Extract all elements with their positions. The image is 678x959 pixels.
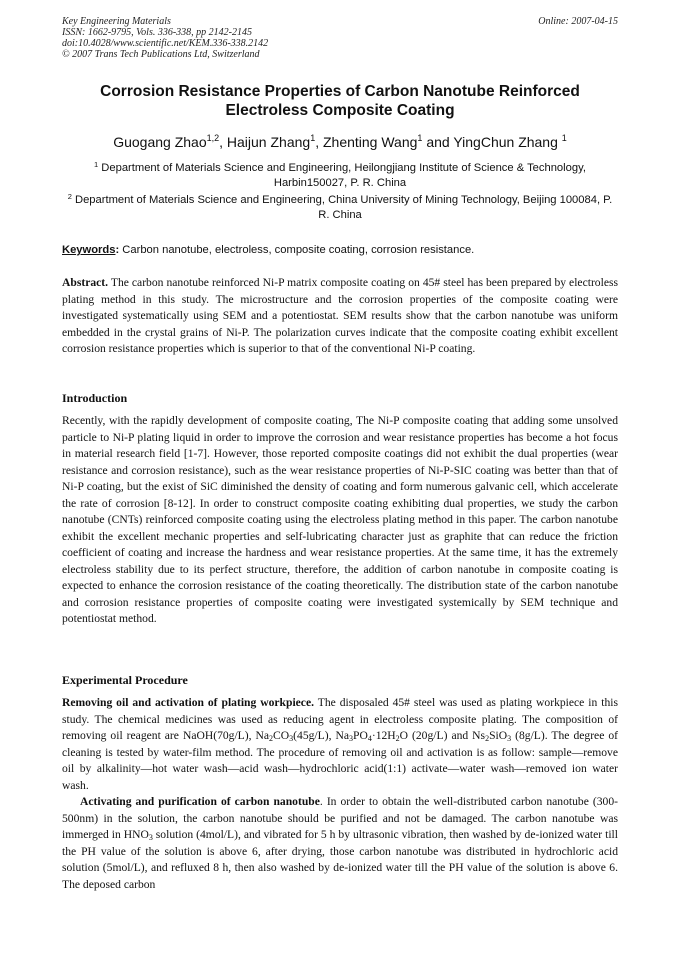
paragraph-text: solution (4mol/L), and vibrated for 5 h by ultrasonic vibration, then washed by de-ionized water till the PH value of the solution is above 6, after drying, those carbon nanotube was distributed in hydrochloric acid solution (5mol/L), and refluxed 8 h, then also washed by de-ionized water till the PH value of the solution is above 6. The deposed carbon bbox=[62, 828, 618, 891]
author-list bbox=[62, 133, 618, 151]
paragraph-text: The disposaled 45# steel was used as plating workpiece in this study. The chemical medicines was used as reducing agent in electroless composite plating. The composition of removing oil reagent are NaOH(70g/L), Na bbox=[62, 696, 618, 742]
subscript: 2 bbox=[269, 734, 274, 743]
author-name: Zhenting Wang bbox=[322, 134, 418, 150]
keywords-label: Keywords bbox=[62, 244, 116, 256]
online-date: Online: 2007-04-15 bbox=[538, 16, 618, 27]
paragraph-text: O (20g/L) and Ns bbox=[399, 729, 486, 742]
issn-line: ISSN: 1662-9795, Vols. 336-338, pp 2142-2145 bbox=[62, 27, 252, 38]
paragraph-text: PO bbox=[353, 729, 368, 742]
experimental-paragraph-2 bbox=[62, 794, 618, 893]
affiliation-number: 1 bbox=[94, 160, 99, 169]
author-separator: , bbox=[315, 134, 323, 150]
paper-title: Corrosion Resistance Properties of Carbon Nanotube Reinforced Electroless Composite Coating bbox=[100, 83, 580, 119]
author-and: and bbox=[422, 134, 454, 150]
paragraph-text: . In order to obtain the well-distributed carbon nanotube (300-500nm) in the solution, the carbon nanotube should be purified and not be damaged. The carbon nanotube was immerged in HNO bbox=[62, 795, 618, 841]
paragraph-text: (8g/L). The degree of cleaning is tested by water-film method. The procedure of removing oil and activation is as follow: sample—remove oil by alkalinity—hot water wash—acid wash—hydrochloric acid(1:1) activate—water wash—removed ion water wash. bbox=[62, 729, 619, 792]
journal-header bbox=[62, 16, 618, 60]
affiliation-1 bbox=[62, 161, 618, 191]
affiliation-number: 2 bbox=[67, 192, 72, 201]
experimental-paragraph-1 bbox=[62, 695, 618, 794]
paragraph-text: ·12H bbox=[371, 729, 396, 742]
copyright-line: © 2007 Trans Tech Publications Ltd, Switzerland bbox=[62, 49, 260, 60]
experimental-heading: Experimental Procedure bbox=[62, 673, 188, 687]
introduction-heading: Introduction bbox=[62, 391, 128, 405]
keywords-line bbox=[62, 243, 618, 258]
paragraph-lead: Activating and purification of carbon nanotube bbox=[80, 795, 320, 808]
author-affiliation-mark: 1,2 bbox=[206, 133, 220, 143]
subscript: 2 bbox=[395, 734, 400, 743]
paragraph-text: (45g/L), Na bbox=[293, 729, 349, 742]
abstract-text: The carbon nanotube reinforced Ni-P matrix composite coating on 45# steel has been prepared by electroless plating method in this study. The microstructure and the corrosion properties of the composite coating were investigated systematically using SEM and a potentiostat. SEM results show that the carbon nanotube was uniform embedded in the crystal grains of Ni-P. The polarization curves indicate that the composite coating exhibit excellent corrosion resistance properties which is superior to that of the conventional Ni-P coating. bbox=[62, 276, 618, 355]
author-affiliation-mark: 1 bbox=[417, 133, 423, 143]
doi-line: doi:10.4028/www.scientific.net/KEM.336-338.2142 bbox=[62, 38, 269, 49]
paragraph-text: CO bbox=[273, 729, 290, 742]
subscript: 3 bbox=[507, 734, 512, 743]
keywords-text: Carbon nanotube, electroless, composite coating, corrosion resistance. bbox=[119, 244, 475, 256]
subscript: 2 bbox=[485, 734, 490, 743]
introduction-paragraph: Recently, with the rapidly development of composite coating, The Ni-P composite coating that adding some unsolved particle to Ni-P plating liquid in order to improve the corrosion and wear resistance properties has become a hot focus in material research field [1-7]. However, those reported composite coatings did not exhibit the dual properties (wear resistance and corrosion resistance), such as the wear resistance properties of Ni-P-SIC coating was better than that of Ni-P coating, but the exist of SiC diminished the density of coating and form numerous galvanic cell, which accelerate the rate of corrosion [8-12]. In order to construct composite coating exhibiting dual properties, we study the carbon nanotube (CNTs) reinforced composite coating using the electroless plating method in this paper. The carbon nanotube exhibit the excellent mechanic properties and self-lubricating character just as graphite that can reduce the friction coefficient of coating and increase the hardness and wear resistance properties. At the same time, it has the extremely electroless stability due to its perfect structure, therefore, the addition of carbon nanotube in composite coating is expected to enhance the corrosion resistance of the coating theoretically. The distribution state of the carbon nanotube and corrosion resistance properties of composite coating were investigated systemically by SEM technique and potentiostat method. bbox=[62, 414, 618, 625]
abstract-paragraph bbox=[62, 275, 618, 358]
author-separator: , bbox=[219, 134, 227, 150]
subscript: 3 bbox=[148, 833, 153, 842]
paragraph-lead: Removing oil and activation of plating workpiece. bbox=[62, 696, 314, 709]
subscript: 3 bbox=[349, 734, 353, 743]
abstract-label: Abstract. bbox=[62, 276, 109, 289]
journal-name: Key Engineering Materials bbox=[62, 16, 171, 27]
affiliation-text: Department of Materials Science and Engineering, Heilongjiang Institute of Science & Technology, Harbin150027, P. R. China bbox=[101, 162, 586, 189]
subscript: 3 bbox=[289, 734, 294, 743]
keywords-colon: : bbox=[115, 244, 120, 256]
subscript: 4 bbox=[367, 734, 372, 743]
author-affiliation-mark: 1 bbox=[310, 133, 316, 143]
author-name: Guogang Zhao bbox=[113, 134, 207, 150]
affiliation-text: Department of Materials Science and Engineering, China University of Mining Technology, Beijing 100084, P. R. China bbox=[74, 194, 613, 221]
paragraph-text: SiO bbox=[489, 729, 508, 742]
author-affiliation-mark: 1 bbox=[561, 133, 567, 143]
affiliation-2 bbox=[62, 193, 618, 223]
author-name: YingChun Zhang bbox=[453, 134, 558, 150]
author-name: Haijun Zhang bbox=[226, 134, 311, 150]
